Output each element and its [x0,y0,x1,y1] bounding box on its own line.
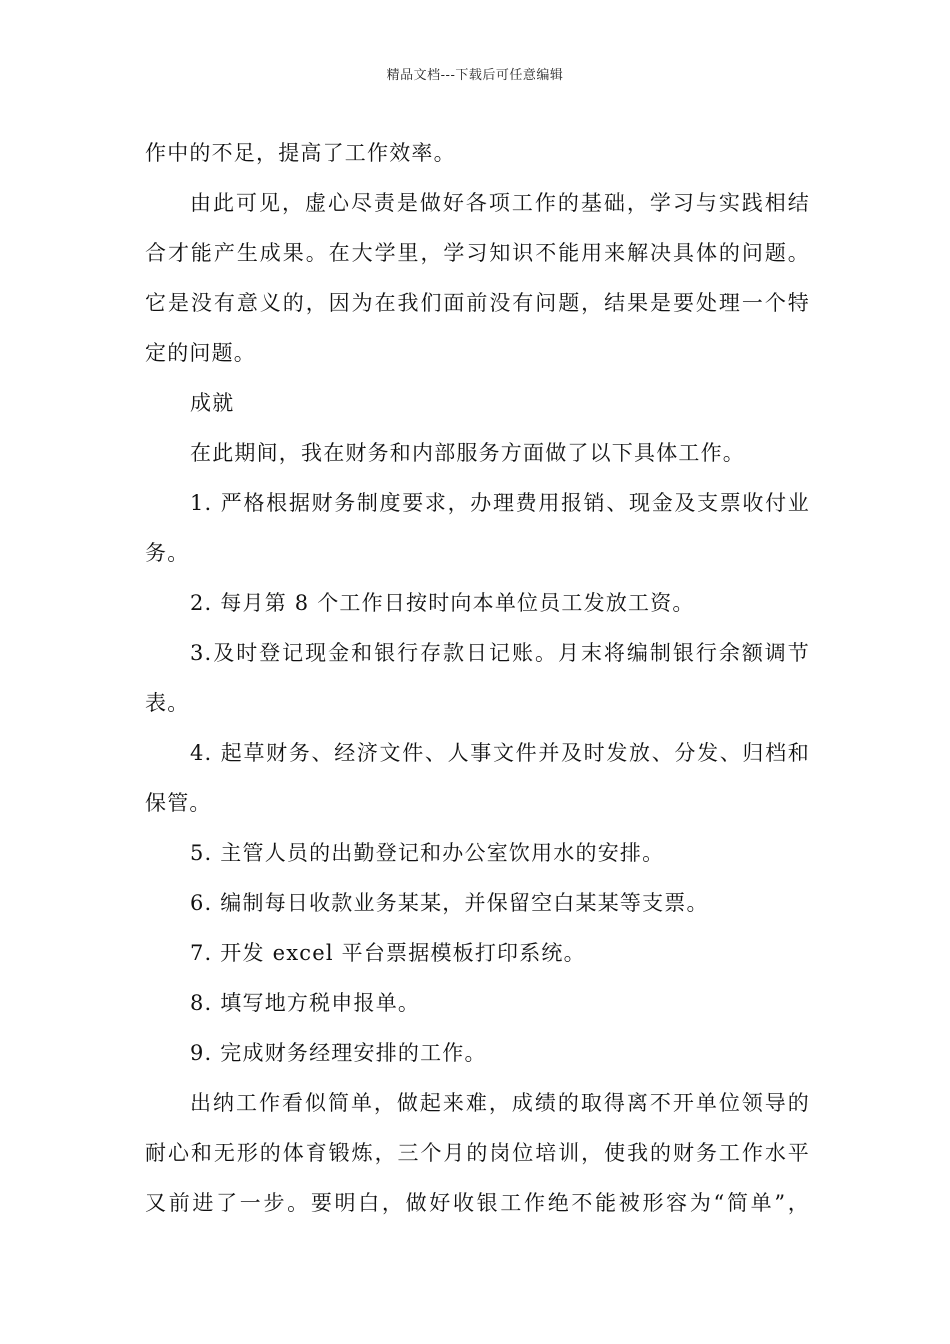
list-item: 8. 填写地方税申报单。 [190,991,421,1015]
section-heading: 成就 [190,391,235,415]
list-item: 5. 主管人员的出勤登记和办公室饮用水的安排。 [190,841,665,865]
list-item-continuation: 表。 [145,691,190,715]
list-item: 7. 开发 excel 平台票据模板打印系统。 [190,941,586,965]
text-line: 它是没有意义的，因为在我们面前没有问题，结果是要处理一个特 [145,291,810,315]
list-item: 4. 起草财务、经济文件、人事文件并及时发放、分发、归档和 [190,741,810,765]
text-line: 由此可见，虚心尽责是做好各项工作的基础，学习与实践相结 [190,191,810,215]
text-line: 合才能产生成果。在大学里，学习知识不能用来解决具体的问题。 [145,241,810,265]
page-header: 精品文档---下载后可任意编辑 [386,68,564,83]
list-item: 9. 完成财务经理安排的工作。 [190,1041,487,1065]
text-line: 在此期间，我在财务和内部服务方面做了以下具体工作。 [190,441,745,465]
list-item-continuation: 务。 [145,541,190,565]
list-item: 2. 每月第 8 个工作日按时向本单位员工发放工资。 [190,591,695,615]
text-line: 定的问题。 [145,341,256,365]
list-item: 3.及时登记现金和银行存款日记账。月末将编制银行余额调节 [190,641,810,665]
text-line: 作中的不足，提高了工作效率。 [145,141,456,165]
text-line: 又前进了一步。要明白，做好收银工作绝不能被形容为“简单”， [145,1191,810,1215]
text-line: 耐心和无形的体育锻炼，三个月的岗位培训，使我的财务工作水平 [145,1141,810,1165]
list-item-continuation: 保管。 [145,791,212,815]
list-item: 1. 严格根据财务制度要求，办理费用报销、现金及支票收付业 [190,491,810,515]
text-line: 出纳工作看似简单，做起来难，成绩的取得离不开单位领导的 [190,1091,810,1115]
document-body [145,128,810,1228]
list-item: 6. 编制每日收款业务某某，并保留空白某某等支票。 [190,891,709,915]
